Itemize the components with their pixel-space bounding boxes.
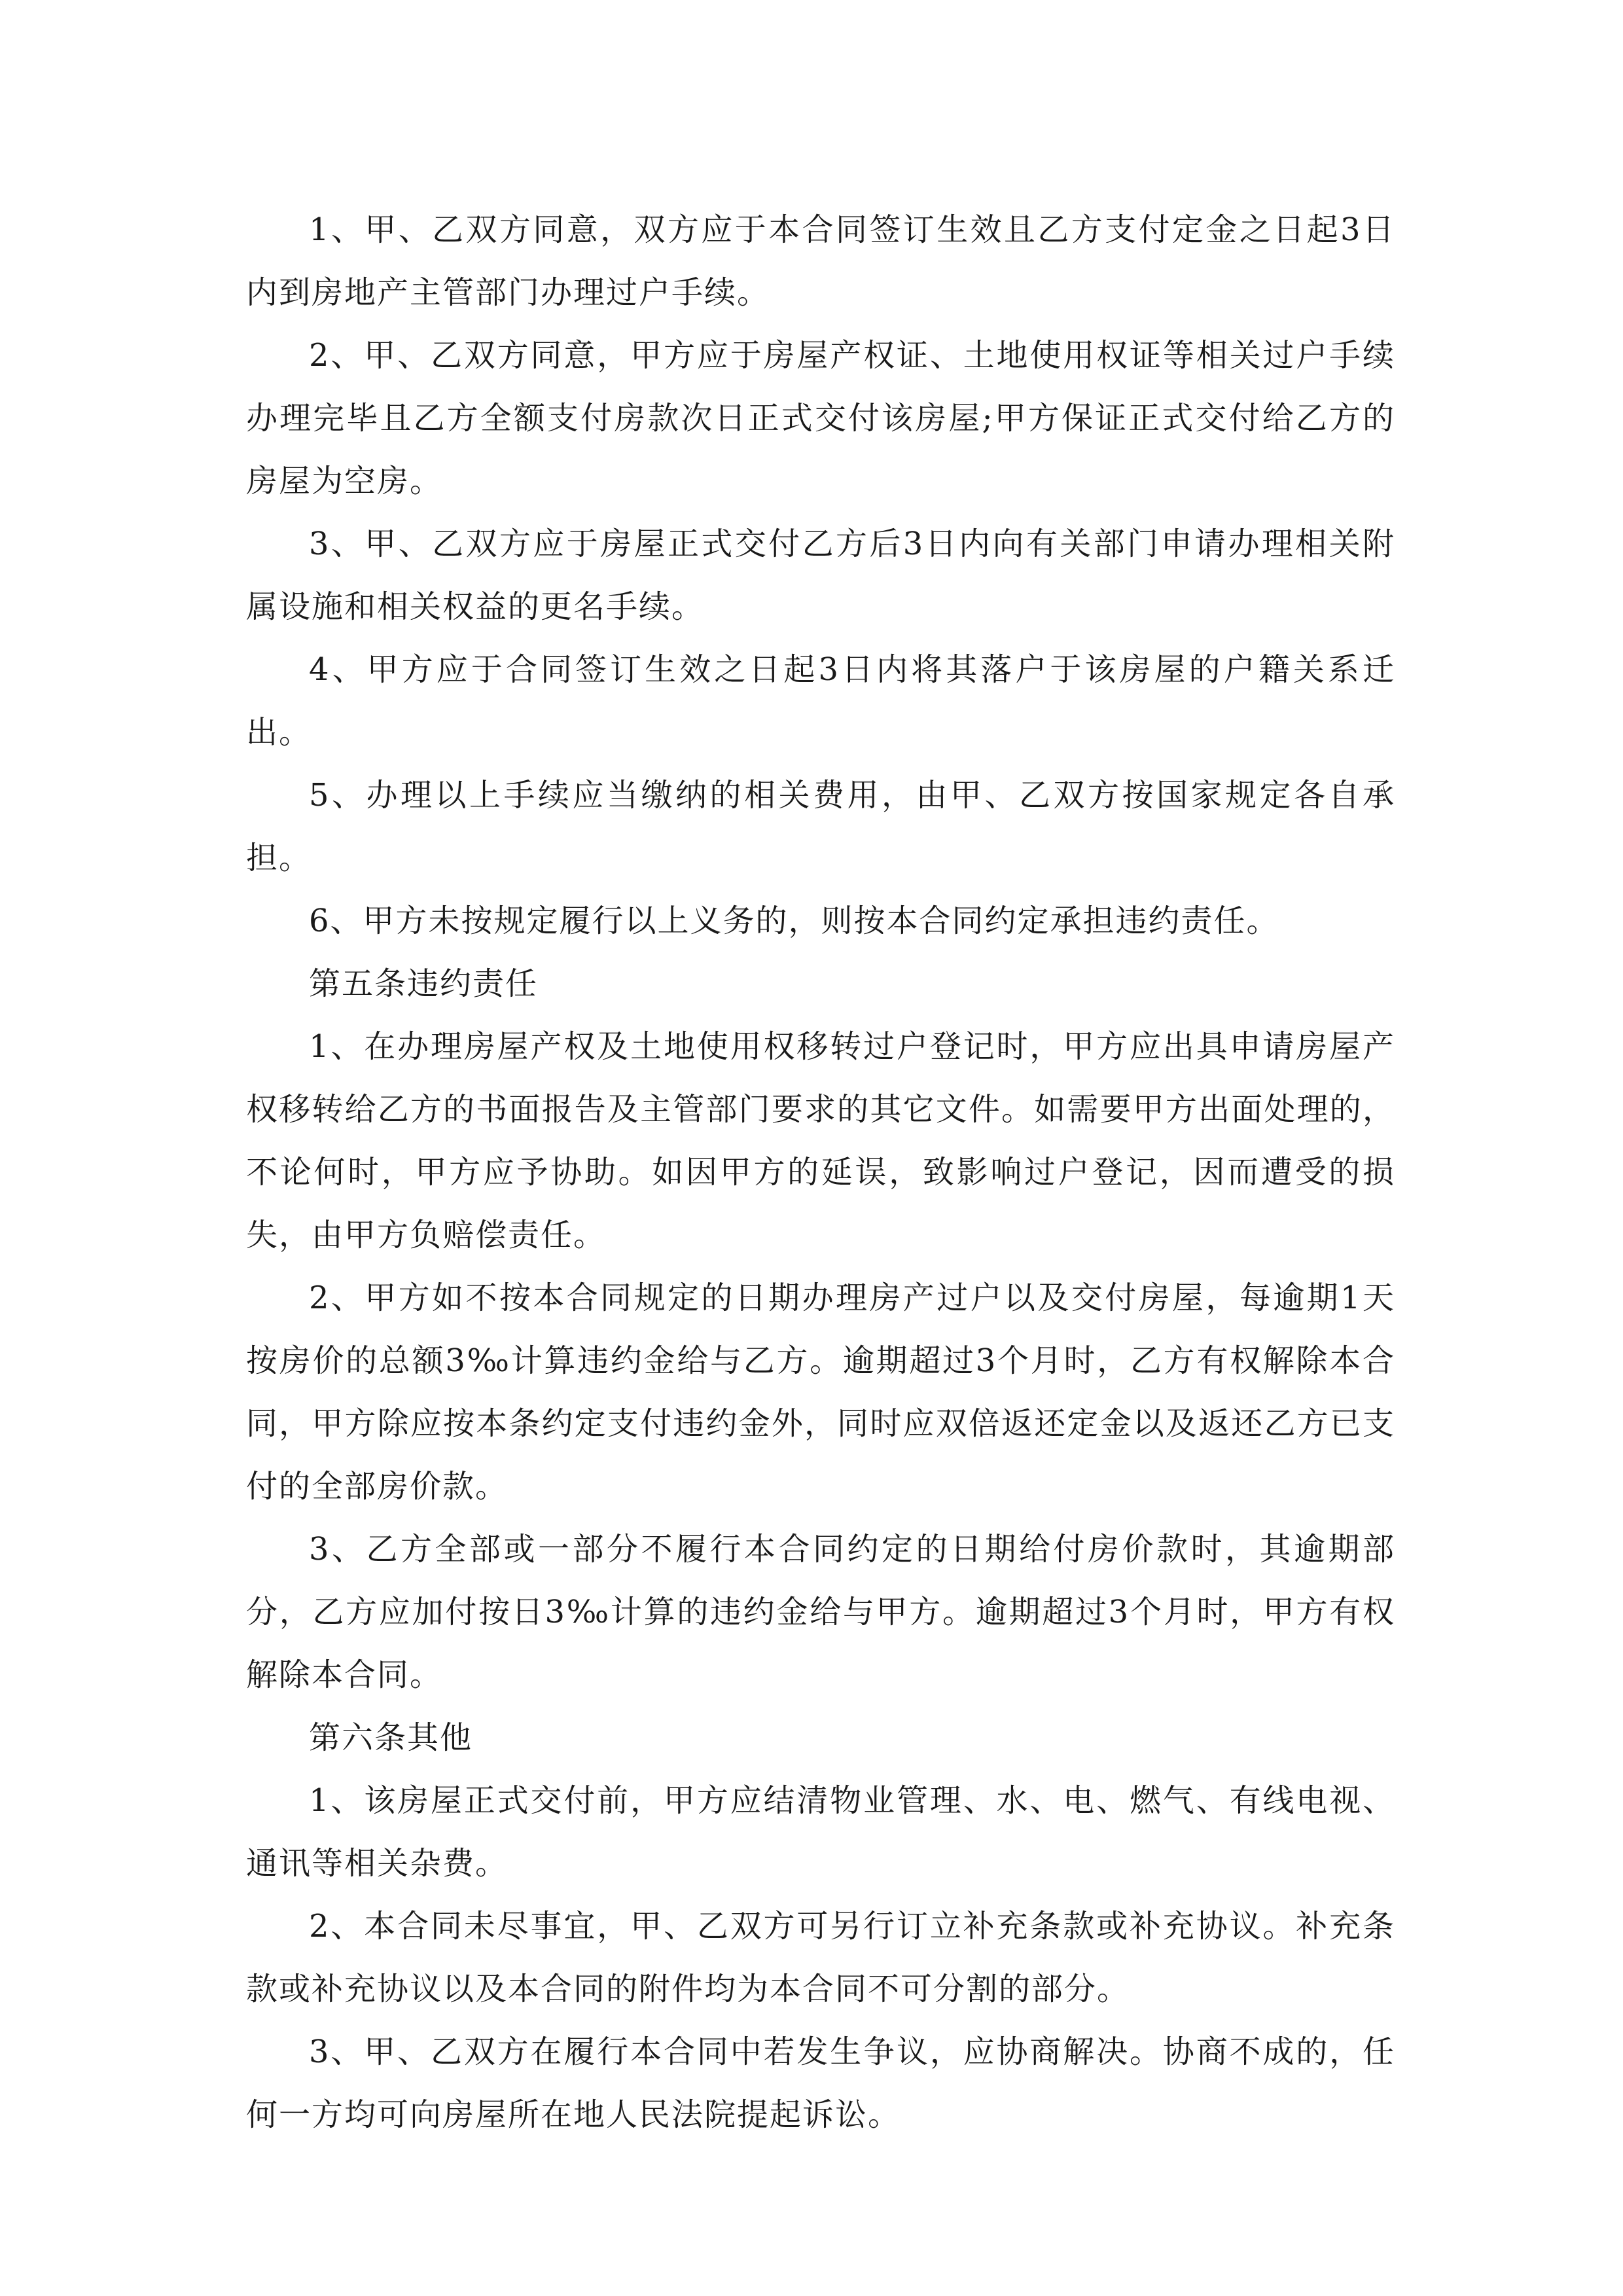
clause-5-item-1: 1、在办理房屋产权及土地使用权移转过户登记时，甲方应出具申请房屋产权移转给乙方的书面报告及主管部门要求的其它文件。如需要甲方出面处理的，不论何时，甲方应予协助。如因甲方的延误，致影响过户登记，因而遭受的损失，由甲方负赔偿责任。 <box>246 1028 1395 1253</box>
clause-6-item-3: 3、甲、乙双方在履行本合同中若发生争议，应协商解决。协商不成的，任何一方均可向房屋所在地人民法院提起诉讼。 <box>246 2034 1395 2133</box>
clause-5-item-2: 2、甲方如不按本合同规定的日期办理房产过户以及交付房屋，每逾期1天按房价的总额3‰计算违约金给与乙方。逾期超过3个月时，乙方有权解除本合同，甲方除应按本条约定支付违约金外，同时应双倍返还定金以及返还乙方已支付的全部房价款。 <box>246 1280 1395 1505</box>
clause-4-item-2: 2、甲、乙双方同意，甲方应于房屋产权证、土地使用权证等相关过户手续办理完毕且乙方全额支付房款次日正式交付该房屋;甲方保证正式交付给乙方的房屋为空房。 <box>246 337 1395 499</box>
section-heading-breach: 第五条违约责任 <box>309 965 539 1002</box>
clause-6-item-1: 1、该房屋正式交付前，甲方应结清物业管理、水、电、燃气、有线电视、通讯等相关杂费。 <box>246 1782 1395 1882</box>
clause-6-item-2: 2、本合同未尽事宜，甲、乙双方可另行订立补充条款或补充协议。补充条款或补充协议以及本合同的附件均为本合同不可分割的部分。 <box>246 1908 1395 2007</box>
clause-4-item-4: 4、甲方应于合同签订生效之日起3日内将其落户于该房屋的户籍关系迁出。 <box>246 651 1395 751</box>
clause-4-item-6: 6、甲方未按规定履行以上义务的，则按本合同约定承担违约责任。 <box>309 903 1279 939</box>
clause-4-item-5: 5、办理以上手续应当缴纳的相关费用，由甲、乙双方按国家规定各自承担。 <box>246 777 1395 876</box>
document-body <box>246 198 1395 2146</box>
clause-4-item-1: 1、甲、乙双方同意，双方应于本合同签订生效且乙方支付定金之日起3日内到房地产主管部门办理过户手续。 <box>246 211 1395 311</box>
section-heading-other: 第六条其他 <box>309 1719 473 1756</box>
clause-5-item-3: 3、乙方全部或一部分不履行本合同约定的日期给付房价款时，其逾期部分，乙方应加付按日3‰计算的违约金给与甲方。逾期超过3个月时，甲方有权解除本合同。 <box>246 1531 1395 1693</box>
clause-4-item-3: 3、甲、乙双方应于房屋正式交付乙方后3日内向有关部门申请办理相关附属设施和相关权益的更名手续。 <box>246 526 1395 625</box>
